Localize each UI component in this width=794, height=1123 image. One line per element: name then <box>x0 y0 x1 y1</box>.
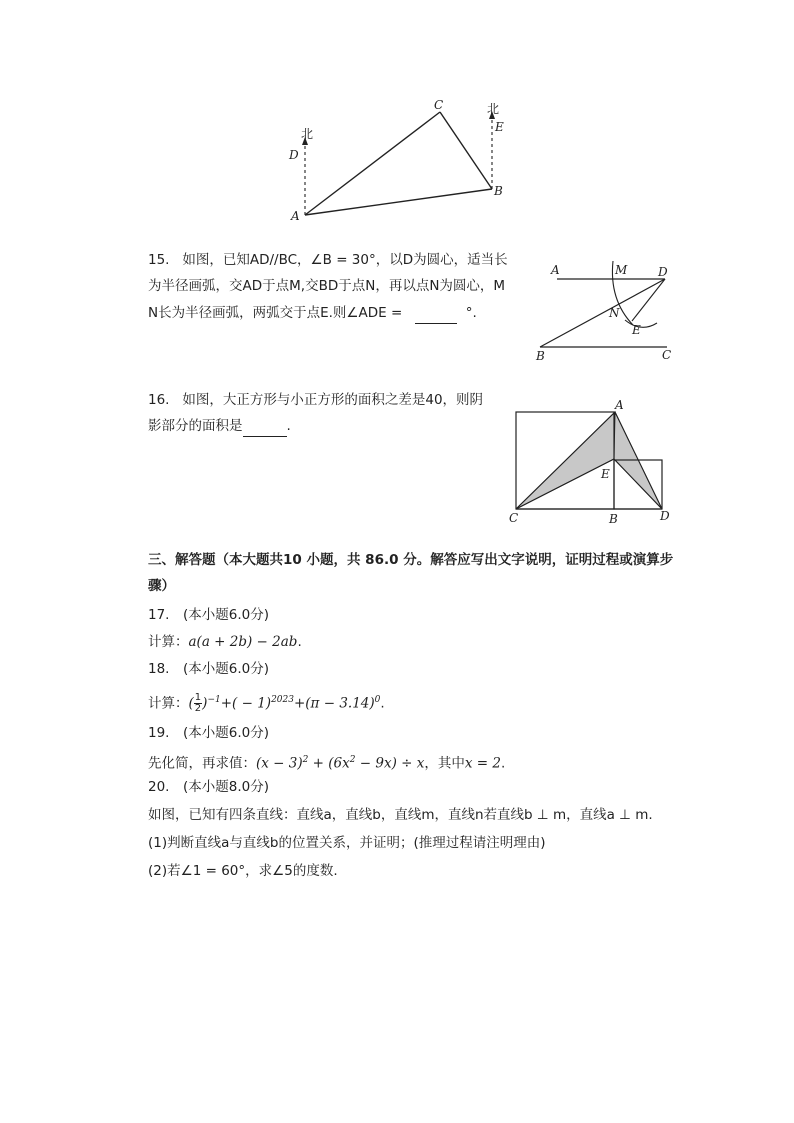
q17-expression: a(a + 2b) − 2ab <box>188 634 298 650</box>
q20-header: 20. (本小题8.0分) <box>148 779 269 795</box>
q17-suffix: . <box>297 634 302 650</box>
figure-q16 <box>505 398 685 528</box>
label-north-2: 北 <box>487 102 500 116</box>
q16-text-1: 如图，大正方形与小正方形的面积之差是40，则阴 <box>182 392 484 408</box>
q18-body <box>148 690 385 714</box>
q15-line-3 <box>148 303 477 324</box>
segment-cb <box>440 112 492 189</box>
q19-expr-c: − 9x) ÷ x <box>355 755 425 772</box>
q18-frac-num: 1 <box>194 692 202 703</box>
q17-header: 17. (本小题6.0分) <box>148 607 269 623</box>
label-d: D <box>289 148 299 162</box>
q18-header: 18. (本小题6.0分) <box>148 661 269 677</box>
line-bd <box>540 279 665 347</box>
label-c: C <box>509 511 519 525</box>
label-b: B <box>494 184 503 198</box>
q16-line-1 <box>148 390 483 410</box>
q18-paren-open: ( <box>188 695 194 712</box>
label-c: C <box>434 98 444 112</box>
q18-exp2: 2023 <box>271 695 294 705</box>
label-north-1: 北 <box>301 127 314 141</box>
q19-mid: ，其中 <box>424 755 465 772</box>
q18-prefix: 计算： <box>148 695 189 712</box>
label-a: A <box>291 209 300 223</box>
label-b: B <box>536 349 545 363</box>
ray-de <box>632 279 665 321</box>
q19-exp-a: 2 <box>302 755 309 765</box>
q15-text-2: 为半径画弧，交AD于点M,交BD于点N，再以点N为圆心，M <box>148 278 506 294</box>
label-e: E <box>495 120 504 134</box>
q18-frac-den: 2 <box>194 703 202 714</box>
q16-text-2-end: . <box>286 418 291 434</box>
figure-q14 <box>280 95 520 230</box>
section3-title-2: 骤） <box>148 578 175 594</box>
q18-mid2: +(π − 3.14) <box>293 695 375 712</box>
q15-line-2 <box>148 276 505 296</box>
q15-answer-blank[interactable] <box>415 303 457 324</box>
q18-fraction <box>194 693 202 714</box>
q17-body <box>148 632 302 652</box>
q16-answer-blank[interactable] <box>243 416 287 437</box>
q18-paren-close: ) <box>202 695 208 712</box>
q19-suffix: . <box>500 755 506 772</box>
label-c: C <box>662 348 672 362</box>
q15-text-3: N长为半径画弧，两弧交于点E.则∠ADE = <box>148 305 403 321</box>
label-e: E <box>632 323 641 337</box>
label-b: B <box>609 512 618 526</box>
q19-header: 19. (本小题6.0分) <box>148 725 269 741</box>
label-a: A <box>615 398 624 412</box>
q20-line-3: (2)若∠1 = 60°，求∠5的度数. <box>148 863 338 879</box>
q19-condition: x = 2 <box>464 755 501 772</box>
label-a: A <box>551 263 560 277</box>
q17-prefix: 计算： <box>148 634 189 650</box>
label-m: M <box>615 263 628 277</box>
label-d: D <box>660 509 670 523</box>
q19-body <box>148 750 505 774</box>
q19-expr-b: + (6x <box>308 755 350 772</box>
label-n: N <box>609 306 620 320</box>
label-d: D <box>658 265 668 279</box>
q15-number: 15. <box>148 252 170 268</box>
q18-exp1: −1 <box>207 695 221 705</box>
q18-mid1: +( − 1) <box>220 695 272 712</box>
q19-expr-a: (x − 3) <box>256 755 303 772</box>
q20-line-2: (1)判断直线a与直线b的位置关系，并证明；(推理过程请注明理由) <box>148 835 546 851</box>
q16-text-2: 影部分的面积是 <box>148 418 243 434</box>
q15-text-1: 如图，已知AD//BC，∠B = 30°，以D为圆心，适当长 <box>182 252 508 268</box>
q18-suffix: . <box>380 695 385 712</box>
q16-number: 16. <box>148 392 170 408</box>
figure-q15 <box>536 255 680 365</box>
q15-text-3-end: °. <box>465 305 477 321</box>
q19-exp-b: 2 <box>349 755 356 765</box>
q19-prefix: 先化简，再求值： <box>148 755 256 772</box>
label-e: E <box>601 467 610 481</box>
q15-line-1 <box>148 250 508 270</box>
section3-title-1: 三、解答题（本大题共10 小题，共 86.0 分。解答应写出文字说明，证明过程或演算步 <box>148 552 674 568</box>
q18-exp3: 0 <box>374 695 381 705</box>
q16-line-2 <box>148 416 291 437</box>
q20-line-1: 如图，已知有四条直线：直线a，直线b，直线m，直线n若直线b ⊥ m，直线a ⊥ m. <box>148 807 653 823</box>
